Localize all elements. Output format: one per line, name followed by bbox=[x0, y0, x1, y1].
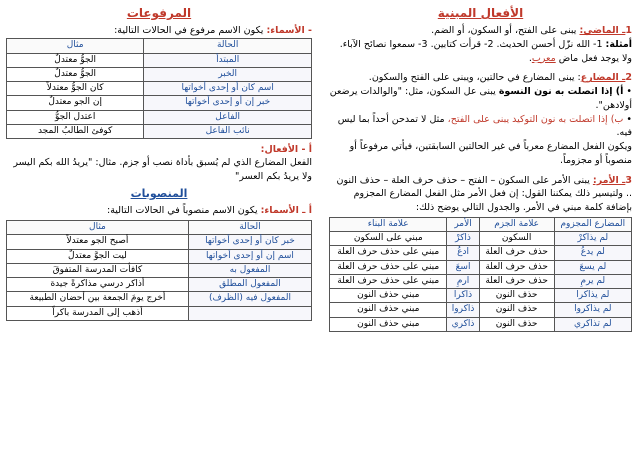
table-cell: المفعول فيه (الظرف) bbox=[188, 292, 311, 306]
table-cell: خبر كان أو إحدى أخواتها bbox=[188, 235, 311, 249]
table-cell: المبتدأ bbox=[144, 53, 312, 67]
built-verbs-title: الأفعال المبنية bbox=[437, 6, 524, 20]
table-cell: كوفئ الطالبُ المجد bbox=[7, 124, 144, 138]
accusative-intro-label: أ ـ الأسماء: bbox=[260, 204, 312, 216]
table-cell: الجوُّ معتدلٌ bbox=[7, 67, 144, 81]
table-cell: لم يدعُ bbox=[554, 246, 631, 260]
present-b-label: ب) إذا اتصلت به نون التوكيد يبنى على الفتح، bbox=[447, 113, 624, 125]
header-cell: الحالة bbox=[188, 221, 311, 235]
header-cell: علامة البناء bbox=[330, 217, 447, 231]
table-cell: ذاكرْ bbox=[447, 232, 479, 246]
header-cell: مثال bbox=[7, 39, 144, 53]
nominative-table-wrap bbox=[0, 38, 318, 139]
nominative-table-header bbox=[7, 39, 312, 53]
imperative-table bbox=[329, 217, 632, 332]
table-cell: مبني على السكون bbox=[330, 232, 447, 246]
past-note-pre: ولا يوجد فعل ماض bbox=[555, 52, 632, 64]
table-cell: اسعَ bbox=[447, 260, 479, 274]
imperative-table-wrap bbox=[323, 215, 638, 332]
table-row bbox=[7, 53, 312, 67]
table-cell: المفعول المطلق bbox=[188, 278, 311, 292]
imperative-text: يبنى الأمر على السكون – الفتح – حذف حرف العلة – حذف النون .. ولتيسير ذلك يمكننا القول: إن فعل الأمر مثل الفعل المضارع المجزوم بإضافة كلمة مبني في الأمر. والجدول التالي يوضح ذلك: bbox=[336, 174, 632, 214]
present-text: : يبنى المضارع في حالتين، ويبنى على الفتح والسكون. bbox=[368, 72, 581, 84]
verbs-nominative bbox=[0, 143, 318, 183]
table-row bbox=[7, 263, 312, 277]
verbs-label: أ - الأفعال: bbox=[260, 144, 312, 156]
table-row bbox=[7, 292, 312, 306]
header-cell: الحالة bbox=[144, 39, 312, 53]
imperative-label: ـ الأمر: bbox=[592, 174, 626, 186]
table-row bbox=[330, 260, 632, 274]
table-cell: مبني على حذف حرف العلة bbox=[330, 246, 447, 260]
table-row bbox=[7, 67, 312, 81]
table-row bbox=[7, 278, 312, 292]
table-cell: الخبر bbox=[144, 67, 312, 81]
past-note-red: معرب bbox=[531, 52, 556, 64]
past-text: يبنى على الفتح، أو السكون، أو الضم. bbox=[431, 25, 580, 36]
table-cell: كافأت المدرسة المتفوقَ bbox=[7, 263, 189, 277]
past-examples-label: أمثلة: bbox=[605, 38, 632, 50]
header-cell: علامة الجزم bbox=[479, 217, 554, 231]
table-cell: الفاعل bbox=[144, 110, 312, 124]
table-row bbox=[7, 306, 312, 320]
table-cell: حذف النون bbox=[479, 317, 554, 331]
nominative-table bbox=[6, 38, 312, 139]
table-row bbox=[7, 82, 312, 96]
past-examples: 1- الله نزّل أحسن الحديث. 2- قرأت كتابين. 3- سمعوا نصائح الآباء. bbox=[339, 38, 603, 50]
table-row bbox=[7, 110, 312, 124]
table-cell: لم تذاكري bbox=[554, 317, 631, 331]
table-row bbox=[7, 96, 312, 110]
table-cell: أذهب إلى المدرسة باكراً bbox=[7, 306, 189, 320]
table-cell: لم يذاكرْ bbox=[554, 232, 631, 246]
nominative-column bbox=[0, 0, 318, 451]
nominative-intro bbox=[0, 24, 318, 37]
built-verbs-column bbox=[323, 0, 638, 451]
table-cell: مبني على حذف حرف العلة bbox=[330, 274, 447, 288]
table-cell: لم يذاكرا bbox=[554, 289, 631, 303]
table-row bbox=[7, 235, 312, 249]
table-row bbox=[330, 317, 632, 331]
imperative-num: 3 bbox=[625, 174, 632, 186]
nominative-intro-text: يكون الاسم مرفوع في الحالات التالية: bbox=[114, 25, 267, 36]
table-cell: لم يذاكروا bbox=[554, 303, 631, 317]
table-cell: ذاكرا bbox=[447, 289, 479, 303]
table-cell: حذف النون bbox=[479, 289, 554, 303]
table-cell bbox=[188, 306, 311, 320]
table-cell: حذف النون bbox=[479, 303, 554, 317]
table-cell: المفعول به bbox=[188, 263, 311, 277]
table-cell: اسم كان أو إحدى أخواتها bbox=[144, 82, 312, 96]
header-cell: مثال bbox=[7, 221, 189, 235]
past-note-post: . bbox=[528, 52, 532, 64]
past-num: 1 bbox=[625, 25, 632, 36]
table-row bbox=[330, 232, 632, 246]
nominative-intro-label: - الأسماء: bbox=[266, 25, 312, 36]
table-row bbox=[330, 274, 632, 288]
present-a-text: يبنى عل السكون، مثل: "والوالدات يرضعن أولادهن". bbox=[329, 86, 632, 111]
imperative-table-header bbox=[330, 217, 632, 231]
table-cell: حذف حرف العلة bbox=[479, 260, 554, 274]
present-label: ـ المضارع bbox=[580, 72, 626, 84]
accusative-table-wrap bbox=[0, 218, 318, 321]
table-row bbox=[330, 289, 632, 303]
table-row bbox=[330, 303, 632, 317]
table-cell: كان الجوُّ معتدلاً bbox=[7, 82, 144, 96]
accusative-table-header bbox=[7, 221, 312, 235]
table-row bbox=[330, 246, 632, 260]
table-cell: أصبح الجو معتدلاً bbox=[7, 235, 189, 249]
table-cell: اسم إن أو إحدى أخواتها bbox=[188, 249, 311, 263]
present-c-text: ويكون الفعل المضارع معرباً في غير الحالتين السابقتين، فيأتي مرفوعاً أو منصوباً أو مجزوماً. bbox=[349, 141, 632, 166]
present-num: 2 bbox=[625, 72, 632, 84]
table-row bbox=[7, 124, 312, 138]
present-b-text: مثل لا تمدحن أحداً بما ليس فيه. bbox=[337, 113, 632, 139]
accusative-table bbox=[6, 220, 312, 321]
imperative-section bbox=[323, 174, 638, 215]
accusative-intro bbox=[0, 204, 318, 217]
table-cell: مبني حذف النون bbox=[330, 289, 447, 303]
table-cell: حذف حرف العلة bbox=[479, 274, 554, 288]
table-cell: ارمِ bbox=[447, 274, 479, 288]
table-cell: الجوُّ معتدلٌ bbox=[7, 53, 144, 67]
table-cell: حذف حرف العلة bbox=[479, 246, 554, 260]
present-section: 2ـ المضارع: يبنى المضارع في حالتين، ويبنى على الفتح والسكون. • أ) إذا اتصلت به نون النسوة يبنى عل السكون، مثل: "والوالدات يرضعن أولادهن". • ب) إذا اتصلت به نون التوكيد يبنى على الفتح، مثل لا تمدحن أحداً بما ليس فيه. ويكون الفعل المضارع معرباً في غير الحالتين السابقتين، فيأتي مرفوعاً أو منصوباً أو مجزوماً. bbox=[329, 72, 632, 166]
present-a-label: أ) إذا اتصلت به نون النسوة bbox=[498, 86, 624, 98]
table-cell: ذاكروا bbox=[447, 303, 479, 317]
table-cell: مبني على حذف حرف العلة bbox=[330, 260, 447, 274]
table-cell: لم يرمِ bbox=[554, 274, 631, 288]
table-cell: ادعُ bbox=[447, 246, 479, 260]
past-label: ـ الماضي: bbox=[579, 25, 626, 36]
table-cell: أذاكر درسي مذاكرةً جيدة bbox=[7, 278, 189, 292]
table-cell: مبني حذف النون bbox=[330, 303, 447, 317]
header-cell: الأمر bbox=[447, 217, 479, 231]
past-section bbox=[323, 24, 638, 65]
nominative-title: المرفوعات bbox=[126, 6, 192, 20]
accusative-intro-text: يكون الاسم منصوباً في الحالات التالية: bbox=[107, 204, 261, 216]
table-cell: إن الجو معتدلٌ bbox=[7, 96, 144, 110]
table-cell: اعتدل الجوُّ bbox=[7, 110, 144, 124]
table-row bbox=[7, 249, 312, 263]
table-cell: أخرج يومَ الجمعة بين أحضان الطبيعة bbox=[7, 292, 189, 306]
table-cell: نائب الفاعل bbox=[144, 124, 312, 138]
table-cell: ليت الجوَّ معتدلٌ bbox=[7, 249, 189, 263]
header-cell: المضارع المجزوم bbox=[554, 217, 631, 231]
table-cell: ذاكري bbox=[447, 317, 479, 331]
table-cell: السكون bbox=[479, 232, 554, 246]
accusative-title: المنصوبات bbox=[130, 186, 188, 200]
table-cell: لم يسعَ bbox=[554, 260, 631, 274]
table-cell: خبر إن أو إحدى أخواتها bbox=[144, 96, 312, 110]
table-cell: مبني حذف النون bbox=[330, 317, 447, 331]
verbs-text: الفعل المضارع الذي لم يُسبق بأداة نصب أو جزم. مثال: "يريدُ الله بكم اليسر ولا يريدُ بكم العسر" bbox=[13, 157, 312, 182]
